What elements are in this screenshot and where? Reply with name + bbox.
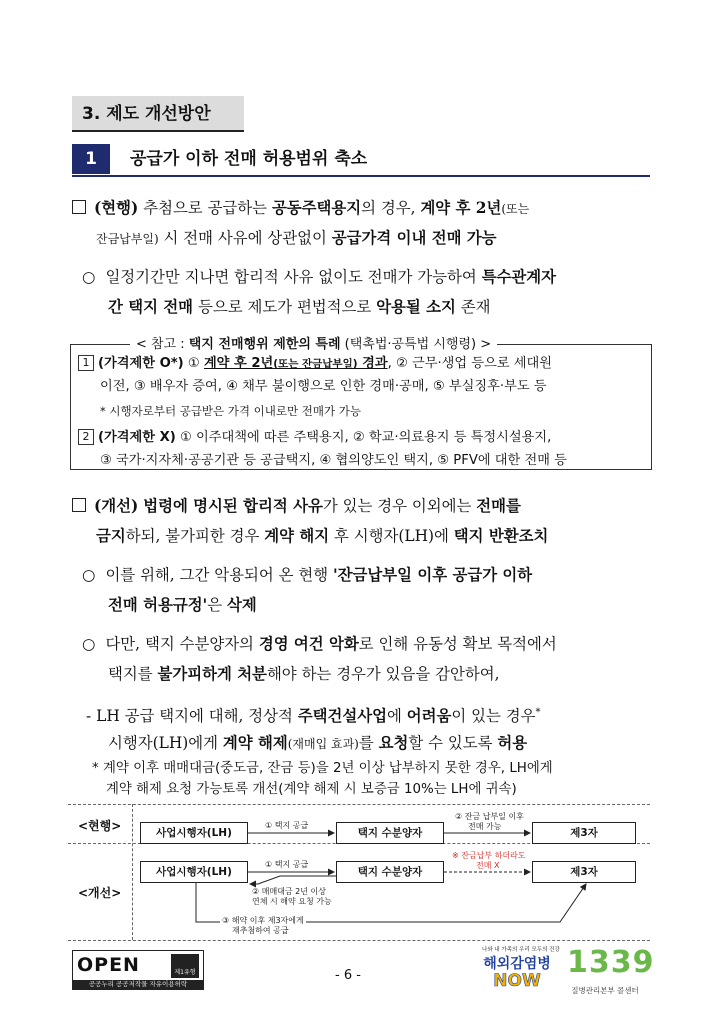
label-supply-improved: ① 택지 공급 bbox=[265, 860, 309, 869]
subsection-number: 1 bbox=[72, 144, 110, 174]
text: 할 수 있도록 bbox=[408, 734, 498, 752]
logo-right-number-text: 1339 bbox=[567, 945, 655, 980]
kogl-open-logo bbox=[72, 950, 204, 990]
text-bold-underline: 경과 bbox=[357, 356, 388, 371]
text-bold: 금지 bbox=[96, 527, 126, 545]
logo-right-number bbox=[567, 945, 655, 980]
logo-right-caption: 질병관리본부 콜센터 bbox=[571, 986, 639, 995]
text-bold-small: (또는 잔금납부일) bbox=[273, 358, 358, 370]
text: 은 bbox=[207, 596, 228, 614]
text: ① 이주대책에 따른 주택용지, ② 학교·의료용지 등 특정시설용지, bbox=[175, 430, 552, 445]
text: < 참고 : bbox=[136, 337, 189, 352]
callcenter-1339-logo bbox=[565, 945, 655, 1001]
text-bold: 법령에 명시된 합리적 사유 bbox=[143, 497, 323, 515]
text-bold: 주택건설사업 bbox=[297, 707, 387, 726]
node-buyer-current: 택지 수분양자 bbox=[336, 822, 444, 844]
label-resale-current-1: ② 잔금 납부일 이후 bbox=[455, 812, 524, 821]
text-bold: 악용될 소지 bbox=[376, 298, 456, 316]
reference-item-1-line-2: 이전, ③ 배우자 증여, ④ 채무 불이행으로 인한 경매·공매, ⑤ 부실징후·부도 등 bbox=[100, 379, 547, 394]
node-third-current: 제3자 bbox=[532, 822, 636, 844]
text-bold: 경영 여건 악화 bbox=[258, 635, 359, 653]
footnote-marker: * bbox=[535, 707, 541, 718]
text-bold: 특수관계자 bbox=[481, 268, 556, 286]
section-title-text: 3. 제도 개선방안 bbox=[82, 104, 211, 124]
text: ① bbox=[183, 356, 204, 371]
text-bold: 간 택지 전매 bbox=[108, 298, 194, 316]
text-small: (재매입 효과) bbox=[287, 737, 359, 751]
bullet-circle-icon: ○ bbox=[82, 635, 96, 653]
text: 해야 하는 경우가 있음을 감안하여, bbox=[266, 665, 500, 683]
text-bold: 공동주택용지 bbox=[271, 199, 362, 217]
label-cancel-request-1: ② 매매대금 2년 이상 bbox=[252, 887, 326, 896]
text: 가 있는 경우 이외에는 bbox=[322, 497, 477, 515]
node-third-improved: 제3자 bbox=[532, 861, 636, 883]
text: 후 시행자(LH)에 bbox=[329, 527, 454, 545]
label-resale-blocked-1: ※ 잔금납부 하더라도 bbox=[452, 851, 526, 860]
text-bold-underline: 계약 후 2년 bbox=[203, 356, 274, 371]
text: 시행자(LH)에게 bbox=[108, 734, 223, 752]
text-bold: 전매 허용규정' bbox=[108, 596, 208, 614]
logo-mid-line1: 해외감염병 bbox=[483, 956, 551, 972]
text-small: (또는 bbox=[501, 202, 530, 216]
page-number: - 6 - bbox=[335, 968, 361, 983]
text: (택촉법·공특법 시행령) > bbox=[340, 337, 492, 352]
diagram-label-current: <현행> bbox=[78, 819, 122, 833]
text-bold: (가격제한 X) bbox=[98, 430, 176, 445]
improvement-label: (개선) bbox=[94, 497, 139, 515]
logo-mid-top: 나와 내 가족의 우리 모두의 건강 bbox=[482, 947, 560, 953]
subsection-title: 공급가 이하 전매 허용범위 축소 bbox=[130, 149, 368, 169]
arrow-cancel-request bbox=[250, 876, 336, 884]
text-bold: 불가피하게 처분 bbox=[157, 665, 267, 683]
label-resale-current-2: 전매 가능 bbox=[468, 822, 502, 831]
label-supply-current: ① 택지 공급 bbox=[265, 821, 309, 830]
open-caption: 공공누리 공공저작물 자유이용허락 bbox=[73, 980, 203, 989]
bullet-circle-icon: ○ bbox=[82, 566, 96, 584]
text-bold: 계약 후 2년 bbox=[420, 199, 502, 217]
text-bold: 삭제 bbox=[227, 596, 257, 614]
text: 다만, 택지 수분양자의 bbox=[105, 635, 259, 653]
text-bold: 택지 반환조치 bbox=[453, 527, 549, 545]
text-bold: 어려움 bbox=[406, 707, 452, 726]
text: 일정기간만 지나면 합리적 사유 없이도 전매가 가능하여 bbox=[105, 268, 482, 286]
footnote-line-1: * 계약 이후 매매대금(중도금, 잔금 등)을 2년 이상 납부하지 못한 경우, LH에게 bbox=[92, 761, 553, 776]
text-bold: 공급가격 이내 전매 가능 bbox=[331, 229, 497, 247]
node-buyer-improved: 택지 수분양자 bbox=[336, 861, 444, 883]
text: 등으로 제도가 편법적으로 bbox=[193, 298, 377, 316]
node-developer-current: 사업시행자(LH) bbox=[140, 822, 248, 844]
node-developer-improved: 사업시행자(LH) bbox=[140, 861, 248, 883]
text-bold: 계약 해제 bbox=[222, 734, 288, 752]
text-bold: 허용 bbox=[497, 734, 528, 752]
reference-item-1-note: * 시행자로부터 공급받은 가격 이내로만 전매가 가능 bbox=[100, 404, 361, 418]
text: 존재 bbox=[455, 298, 491, 316]
open-type-badge bbox=[171, 954, 199, 978]
bullet-circle-icon: ○ bbox=[82, 268, 96, 286]
text: 의 경우, bbox=[361, 199, 421, 217]
text-bold: 계약 해지 bbox=[264, 527, 330, 545]
open-type-text: 제1유형 bbox=[174, 969, 196, 976]
text-bold: 전매를 bbox=[476, 497, 521, 515]
item-number-box: 1 bbox=[78, 355, 94, 371]
text: 추첨으로 공급하는 bbox=[138, 199, 272, 217]
reference-item-2-line-2: ③ 국가·지자체·공공기관 등 공급택지, ④ 협의양도인 택지, ⑤ PFV에 대한 전매 등 bbox=[100, 453, 567, 468]
label-resupply-2: 재추첨하여 공급 bbox=[232, 926, 289, 935]
label-resupply-1: ③ 해약 이후 제3자에게 bbox=[222, 916, 304, 925]
text: 시 전매 사유에 상관없이 bbox=[158, 229, 332, 247]
text: - LH 공급 택지에 대해, 정상적 bbox=[86, 707, 298, 726]
text: 에 bbox=[386, 707, 407, 726]
text: , ② 근무·생업 등으로 세대원 bbox=[387, 356, 552, 371]
diagram-label-improved: <개선> bbox=[78, 886, 122, 900]
item-number-box: 2 bbox=[78, 429, 94, 445]
overseas-disease-logo bbox=[478, 945, 560, 995]
text-small: 잔금납부일) bbox=[96, 232, 159, 246]
label-resale-blocked-2: 전매 X bbox=[476, 861, 500, 870]
text: 이를 위해, 그간 악용되어 온 현행 bbox=[105, 566, 333, 584]
logo-mid-line2: NOW bbox=[493, 971, 541, 991]
text: 를 bbox=[358, 734, 379, 752]
text: 하되, 불가피한 경우 bbox=[125, 527, 265, 545]
open-text: OPEN bbox=[77, 954, 140, 976]
current-label: (현행) bbox=[94, 199, 139, 217]
text: 로 인해 유동성 확보 목적에서 bbox=[358, 635, 557, 653]
footnote-line-2: 계약 해제 요청 가능토록 개선(계약 해제 시 보증금 10%는 LH에 귀속) bbox=[106, 782, 517, 797]
text-bold: '잔금납부일 이후 공급가 이하 bbox=[332, 566, 533, 584]
label-cancel-request-2: 연체 시 해약 요청 가능 bbox=[252, 897, 332, 906]
text: 택지를 bbox=[108, 665, 158, 683]
text-bold: (가격제한 O*) bbox=[98, 356, 184, 371]
text: 이 있는 경우 bbox=[451, 707, 536, 726]
text-bold: 요청 bbox=[378, 734, 409, 752]
text-bold: 택지 전매행위 제한의 특례 bbox=[188, 337, 341, 352]
